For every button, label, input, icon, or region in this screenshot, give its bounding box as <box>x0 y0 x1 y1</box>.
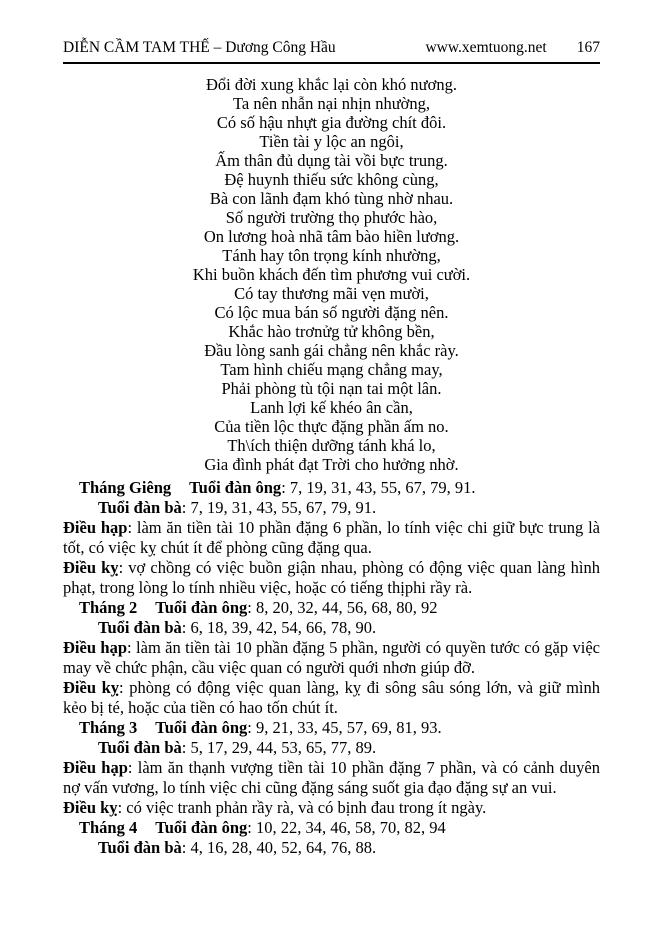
dieu-ky-paragraph <box>63 798 600 818</box>
dieu-ky-paragraph <box>63 558 600 598</box>
page-header <box>63 39 600 56</box>
women-ages-line <box>63 838 600 858</box>
poem-line: Tánh hay tôn trọng kính nhường, <box>222 246 441 265</box>
dieu-ky-text: : vợ chồng có việc buồn giận nhau, phòng có động việc quan làng hình phạt, trong lòng lo tính nhiều việc, hoặc có tiếng thịphi rầy rà. <box>63 558 600 597</box>
month-label: Tháng 3 <box>79 718 138 737</box>
dieu-ky-paragraph <box>63 678 600 718</box>
poem-line: Có lộc mua bán số người đặng nên. <box>214 303 449 322</box>
dieu-ky-text: : phòng có động việc quan làng, kỵ đi sông sâu sóng lớn, và giữ mình kẻo bị té, hoặc của tiền có hao tốn chút ít. <box>63 678 600 717</box>
poem-line: On lương hoà nhã tâm bào hiền lương. <box>203 227 460 246</box>
poem-line: Đệ huynh thiếu sức không cùng, <box>224 170 439 189</box>
poem-line: Lanh lợi kế khéo ân cần, <box>250 398 413 417</box>
dieu-hap-label: Điều hạp <box>63 518 128 537</box>
poem-line: Tam hình chiếu mạng chẳng may, <box>220 360 443 379</box>
women-ages-line <box>63 618 600 638</box>
dieu-hap-paragraph <box>63 758 600 798</box>
section-thang-2 <box>63 598 600 718</box>
poem-line: Phải phòng tù tội nạn tai một lân. <box>221 379 442 398</box>
month-men-ages-line <box>63 718 600 738</box>
dieu-hap-paragraph <box>63 638 600 678</box>
month-men-ages-line <box>63 818 600 838</box>
month-men-ages-line <box>63 478 600 498</box>
women-ages-line <box>63 498 600 518</box>
men-ages-label: Tuổi đàn ông <box>189 478 282 497</box>
poem-line: Có số hậu nhựt gia đường chít đôi. <box>216 113 447 132</box>
women-ages-label: Tuổi đàn bà <box>98 738 182 757</box>
website-url: www.xemtuong.net <box>425 39 547 56</box>
month-men-ages-line <box>63 598 600 618</box>
dieu-ky-label: Điều kỵ <box>63 558 119 577</box>
women-ages-label: Tuổi đàn bà <box>98 498 182 517</box>
section-thang-gieng <box>63 478 600 598</box>
month-label: Tháng 2 <box>79 598 138 617</box>
dieu-ky-label: Điều kỵ <box>63 678 120 697</box>
men-ages-values: : 7, 19, 31, 43, 55, 67, 79, 91. <box>281 478 476 497</box>
section-thang-3 <box>63 718 600 818</box>
women-ages-values: : 6, 18, 39, 42, 54, 66, 78, 90. <box>181 618 377 637</box>
poem-line: Tiền tài y lộc an ngôi, <box>259 132 404 151</box>
dieu-hap-text: : làm ăn tiền tài 10 phần đặng 6 phần, lo tính việc chi giữ bực trung là tốt, có việc kỵ chút ít để phòng cũng đặng qua. <box>63 518 600 557</box>
poem-line: Gia đình phát đạt Trời cho hưởng nhờ. <box>204 455 459 474</box>
header-divider <box>63 62 600 64</box>
men-ages-label: Tuổi đàn ông <box>155 818 248 837</box>
poem-line: Th\ích thiện dưỡng tánh khá lo, <box>227 436 436 455</box>
poem-line: Đổi đời xung khắc lại còn khó nương. <box>206 75 457 94</box>
dieu-hap-text: : làm ăn thạnh vượng tiền tài 10 phần đặng 7 phần, và có cảnh duyên nợ vấn vương, lo tính việc chi cũng đặng sáng suốt gia đạo đặng sự an vui. <box>63 758 600 797</box>
men-ages-values: : 9, 21, 33, 45, 57, 69, 81, 93. <box>247 718 442 737</box>
dieu-ky-label: Điều kỵ <box>63 798 118 817</box>
women-ages-values: : 4, 16, 28, 40, 52, 64, 76, 88. <box>181 838 377 857</box>
poem-line: Khắc hào trơnửg tử không bền, <box>228 322 435 341</box>
poem-block <box>63 75 600 474</box>
poem-line: Của tiền lộc thực đặng phần ấm no. <box>214 417 449 436</box>
section-thang-4 <box>63 818 600 858</box>
poem-line: Có tay thương mãi vẹn mười, <box>234 284 429 303</box>
poem-line: Ta nên nhẫn nại nhịn nhường, <box>232 94 431 113</box>
men-ages-values: : 10, 22, 34, 46, 58, 70, 82, 94 <box>247 818 446 837</box>
poem-line: Khi buồn khách đến tìm phương vui cười. <box>192 265 471 284</box>
men-ages-label: Tuổi đàn ông <box>155 718 248 737</box>
poem-line: Ấm thân đủ dụng tài vồi bực trung. <box>215 151 448 170</box>
month-label: Tháng Giêng <box>79 478 172 497</box>
book-title: DIỄN CẦM TAM THẾ – Dương Công Hầu <box>63 39 336 56</box>
dieu-hap-label: Điều hạp <box>63 758 128 777</box>
month-label: Tháng 4 <box>79 818 138 837</box>
women-ages-line <box>63 738 600 758</box>
poem-line: Đầu lòng sanh gái chẳng nên khắc rày. <box>204 341 459 360</box>
poem-line: Số người trường thọ phước hào, <box>225 208 438 227</box>
page-number: 167 <box>576 39 600 56</box>
dieu-ky-text: : có việc tranh phản rầy rà, và có bịnh đau trong ít ngày. <box>117 798 487 817</box>
women-ages-label: Tuổi đàn bà <box>98 838 182 857</box>
women-ages-values: : 5, 17, 29, 44, 53, 65, 77, 89. <box>181 738 377 757</box>
women-ages-label: Tuổi đàn bà <box>98 618 182 637</box>
dieu-hap-text: : làm ăn tiền tài 10 phần đặng 5 phần, người có quyền tước có gặp việc may về chức phận, cầu việc quan có người quới nhơn giúp đỡ. <box>63 638 600 677</box>
poem-line: Bà con lãnh đạm khó tùng nhờ nhau. <box>209 189 454 208</box>
month-sections <box>63 478 600 858</box>
women-ages-values: : 7, 19, 31, 43, 55, 67, 79, 91. <box>181 498 377 517</box>
men-ages-values: : 8, 20, 32, 44, 56, 68, 80, 92 <box>247 598 438 617</box>
dieu-hap-label: Điều hạp <box>63 638 128 657</box>
dieu-hap-paragraph <box>63 518 600 558</box>
men-ages-label: Tuổi đàn ông <box>155 598 248 617</box>
